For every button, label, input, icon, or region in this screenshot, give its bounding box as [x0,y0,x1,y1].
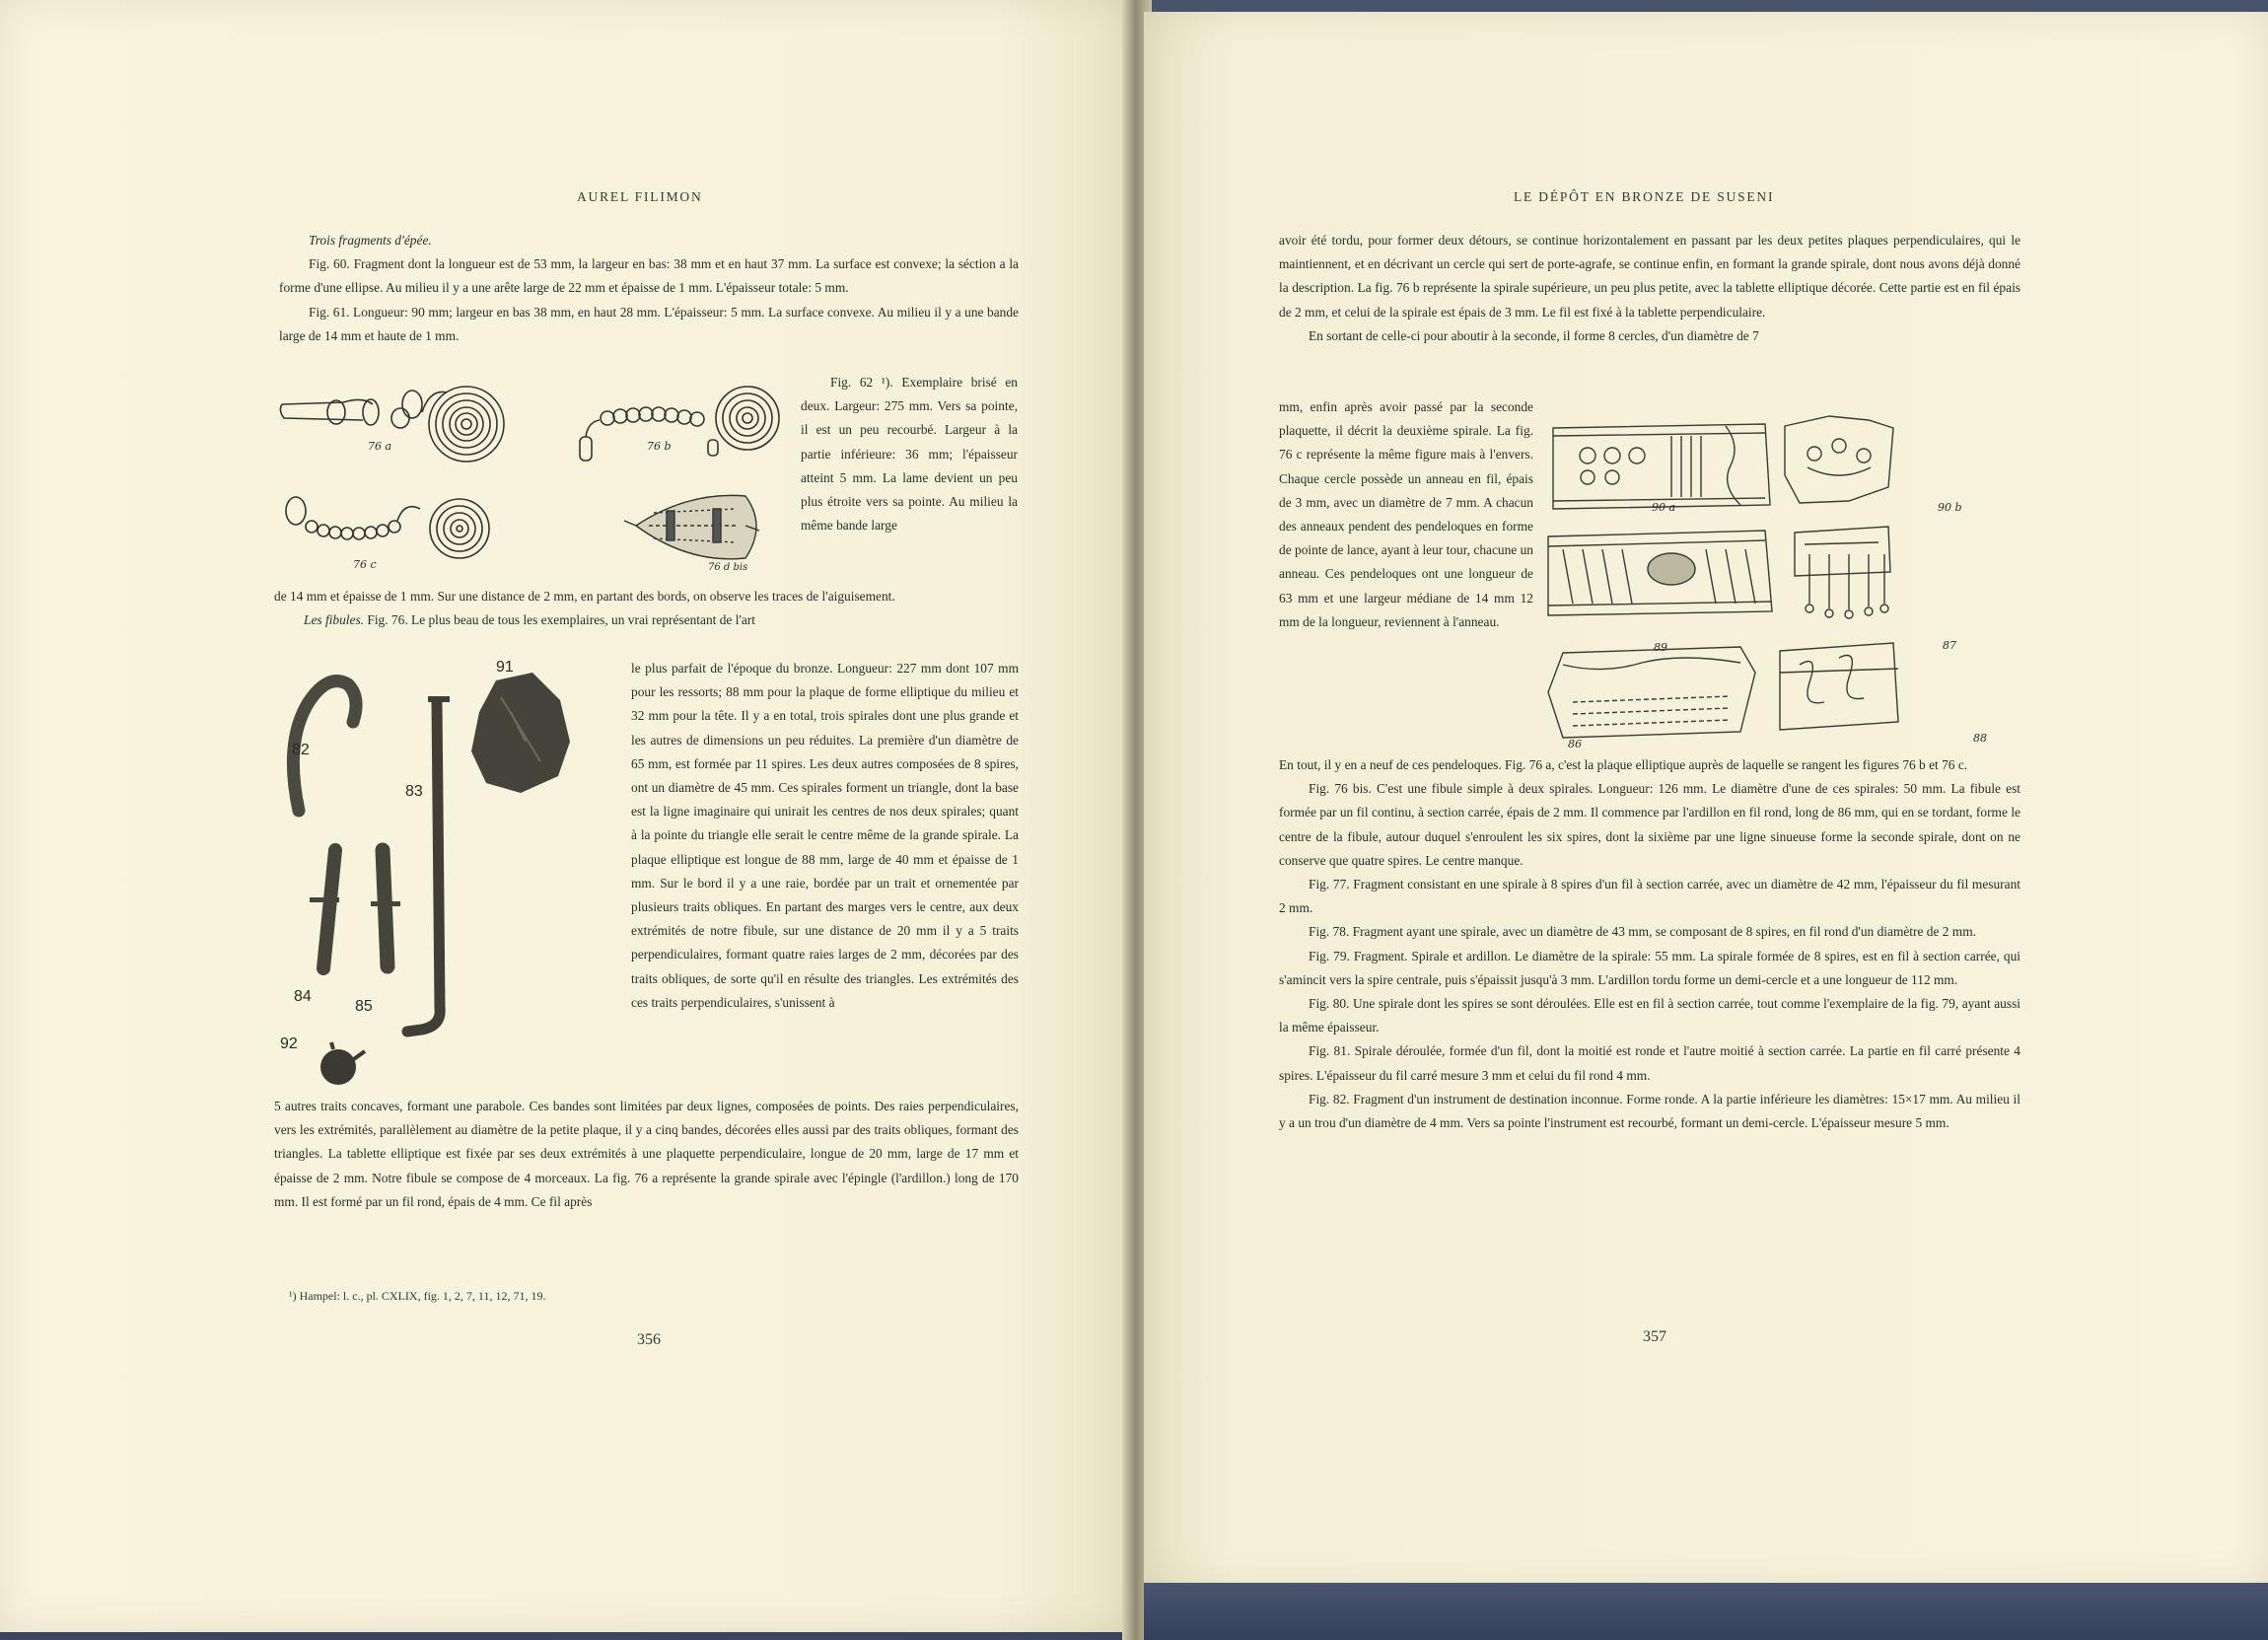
fibules-first-line: Fig. 76. Le plus beau de tous les exemplaires, un vrai représentant de l'art [367,612,755,628]
drawing-label-89: 89 [1654,641,1667,654]
left-side-text-fibules [631,657,1019,1015]
section-title-swords: Trois fragments d'épée. [309,233,432,248]
photo-label-84: 84 [294,988,312,1005]
right-running-header: LE DÉPÔT EN BRONZE DE SUSENI [1514,189,1775,204]
bronze-objects-svg [274,653,631,1106]
left-text-top [279,229,1019,348]
drawing-label-76d: 76 d bis [708,562,748,573]
paragraph-fig60: Fig. 60. Fragment dont la longueur est de 53 mm, la largeur en bas: 38 mm et en haut 37 mm. La surface est convexe; la séction a la forme d'une ellipse. Au milieu il y a une arête large de 22 mm et épaisse de 1 mm. L'épaisseur totale: 5 mm. [279,256,1019,296]
right-text-top [1279,229,2020,348]
right-side-text-sortant [1279,395,1533,634]
drawing-label-76c: 76 c [353,558,377,571]
paragraph-fig62-side: Fig. 62 ¹). Exemplaire brisé en deux. Largeur: 275 mm. Vers sa pointe, il est un peu recourbé. Largeur à la partie inférieure: 36 mm; l'épaisseur atteint 5 mm. La lame devient un peu plus étroite vers sa pointe. Au milieu la même bande large [801,375,1018,534]
left-side-text-fig62 [801,371,1018,537]
left-text-fibules-cont [274,1095,1019,1214]
drawing-label-90b: 90 b [1938,501,1962,514]
paragraph-fig79: Fig. 79. Fragment. Spirale et ardillon. Le diamètre de la spirale: 55 mm. La spirale formée de 8 spires, est en fil à section carrée, qui s'amincit vers la spire centrale, puis s'épaissit jusqu'à 3 mm. L'ardillon tordu forme un demi-cercle et a une longueur de 112 mm. [1279,948,2020,987]
paragraph-fig77: Fig. 77. Fragment consistant en une spirale à 8 spires d'un fil à section carrée, avec un diamètre de 42 mm, l'épaisseur du fil mesurant 2 mm. [1279,877,2020,916]
fibules-title: Les fibules. [304,612,365,628]
left-page-number: 356 [637,1331,661,1348]
paragraph-right-top: avoir été tordu, pour former deux détours, se continue horizontalement en passant par les deux petites plaques perpendiculaires, qui le maintiennent, et en décrivant un cercle qui sert de porte-agrafe, se continue enfin, en formant la grande spirale, dont nous avons déjà donné la description. La fig. 76 b représente la spirale supérieure, un peu plus petite, avec la tablette elliptique décorée. Cette partie est en fil épais de 2 mm, et celui de la spirale est épais de 3 mm. Le fil est fixé à la tablette perpendiculaire. [1279,233,2020,320]
photo-label-83: 83 [405,783,423,800]
right-text-main [1279,753,2020,1135]
paragraph-fig80: Fig. 80. Une spirale dont les spires se sont déroulées. Elle est en fil à section carrée, tout comme l'exemplaire de la fig. 79, ayant aussi la même épaisseur. [1279,996,2020,1035]
left-page [0,0,1129,1632]
paragraph-fig81: Fig. 81. Spirale déroulée, formée d'un fil, dont la moitié est ronde et l'autre moitié à section carrée. La partie en fil carré présente 4 spires. L'épaisseur du fil carré mesure 3 mm et celui du fil rond 4 mm. [1279,1043,2020,1083]
photo-label-91: 91 [496,659,514,676]
paragraph-fig76bis: Fig. 76 bis. C'est une fibule simple à deux spirales. Longueur: 126 mm. Le diamètre d'une de ces spirales: 50 mm. La fibule est formée par un fil continu, à section carrée, épais de 2 mm. Il commence par l'ardillon en fil rond, long de 86 mm, qui en se tordant, forme le centre de la fibule, autour duquel s'enroulent les six spires, dont la sixième par une ligne sinueuse forme la seconde spirale, dont on ne conserve que quatre spires. Le centre manque. [1279,781,2020,868]
plaque-drawings-svg [1543,406,2026,756]
paragraph-fibules-side: le plus parfait de l'époque du bronze. Longueur: 227 mm dont 107 mm pour les ressorts; 88 mm pour la plaque de forme elliptique du milieu et 32 mm pour la tête. Il y a en total, trois spirales dont une plus grande et les autres de dimensions un peu réduites. La première d'un diamètre de 65 mm, est formée par 11 spires. Les deux autres composées de 8 spires, ont un diamètre de 45 mm. Ces spirales forment un triangle, dont la base est la ligne imaginaire qui unirait les centres de nos deux spirales; quant à la pointe du triangle elle serait le centre même de la grande spirale. La plaque elliptique est longue de 88 mm, large de 40 mm et épaisse de 1 mm. Sur le bord il y a une raie, bordée par un trait et ornementée par plusieurs traits obliques. En partant des marges vers le centre, aux deux extrémités de notre fibule, sur une distance de 20 mm il y a 5 traits perpendiculaires, formant quatre raies larges de 2 mm, décorées par des traits obliques, de sorte qu'il en résulte des triangles. Les extrémités des ces traits perpendiculaires, s'unissent à [631,661,1019,1010]
right-page [1144,12,2268,1590]
bronze-objects-photo-figure [274,653,631,1106]
photo-label-82: 82 [292,742,310,758]
right-page-number: 357 [1643,1328,1666,1345]
paragraph-fig61: Fig. 61. Longueur: 90 mm; largeur en bas 38 mm, en haut 28 mm. L'épaisseur: 5 mm. La surface convexe. Au milieu il y a une bande large de 14 mm et haute de 1 mm. [279,304,1019,343]
book-cover-bottom-edge [1144,1583,2268,1640]
paragraph-fig62-cont: de 14 mm et épaisse de 1 mm. Sur une distance de 2 mm, en partant des bords, on observe les traces de l'aiguisement. [274,589,895,604]
footnote-hampel: ¹) Hampel: l. c., pl. CXLIX, fig. 1, 2, 7, 11, 12, 71, 19. [289,1289,546,1303]
fibula-drawings-svg [274,383,795,580]
drawing-label-87: 87 [1943,639,1956,652]
paragraph-sortant-first: En sortant de celle-ci pour aboutir à la seconde, il forme 8 cercles, d'un diamètre de 7 [1309,327,1759,343]
paragraph-sortant-side: mm, enfin après avoir passé par la seconde plaquette, il décrit la deuxième spirale. La fig. 76 c représente la même figure mais à l'envers. Chaque cercle possède un anneau en fil, épais de 3 mm, avec un diamètre de 7 mm. A chacun des anneaux pendent des pendeloques en forme de pointe de lance, ayant à leur tour, chacune un anneau. Ces pendeloques ont une longueur de 63 mm et une largeur médiane de 14 mm 12 mm de la longueur, reviennent à l'anneau. [1279,399,1533,629]
drawing-label-88: 88 [1973,732,1987,745]
photo-label-92: 92 [280,1035,298,1052]
plaque-drawings-figure [1543,406,2026,756]
paragraph-fibules-cont: 5 autres traits concaves, formant une parabole. Ces bandes sont limitées par deux lignes, composées de points. Des raies perpendiculaires, vers les extrémités, parallèlement au diamètre de la petite plaque, il y a cinq bandes, décorées elles aussi par des traits obliques, formant des triangles. La tablette elliptique est fixée par ses deux extrémités à une plaquette perpendiculaire, longue de 20 mm, large de 17 mm et épaisse de 2 mm. Notre fibule se compose de 4 morceaux. La fig. 76 a représente la grande spirale avec l'épingle (l'ardillon.) long de 170 mm. Il est formé par un fil rond, épais de 4 mm. Ce fil après [274,1099,1019,1209]
paragraph-sortant-cont: En tout, il y en a neuf de ces pendeloques. Fig. 76 a, c'est la plaque elliptique auprès de laquelle se rangent les figures 76 b et 76 c. [1279,757,1968,772]
drawing-label-90a: 90 a [1652,501,1676,514]
drawing-label-86: 86 [1568,738,1582,750]
paragraph-fig82: Fig. 82. Fragment d'un instrument de destination inconnue. Forme ronde. A la partie inférieure les diamètres: 15×17 mm. Au milieu il y a un trou d'un diamètre de 4 mm. Vers sa pointe l'instrument est recourbé, formant un demi-cercle. L'épaisseur mesure 5 mm. [1279,1091,2020,1131]
left-running-header: AUREL FILIMON [577,189,703,204]
drawing-label-76a: 76 a [368,440,392,453]
drawing-label-76b: 76 b [647,440,672,453]
fibula-drawings-figure [274,383,795,580]
photo-label-85: 85 [355,998,373,1015]
paragraph-fibules-first [274,608,1019,632]
left-text-fig62-cont [274,585,1019,632]
paragraph-fig78: Fig. 78. Fragment ayant une spirale, avec un diamètre de 43 mm, se composant de 8 spires, en fil rond d'un diamètre de 2 mm. [1309,924,1976,940]
